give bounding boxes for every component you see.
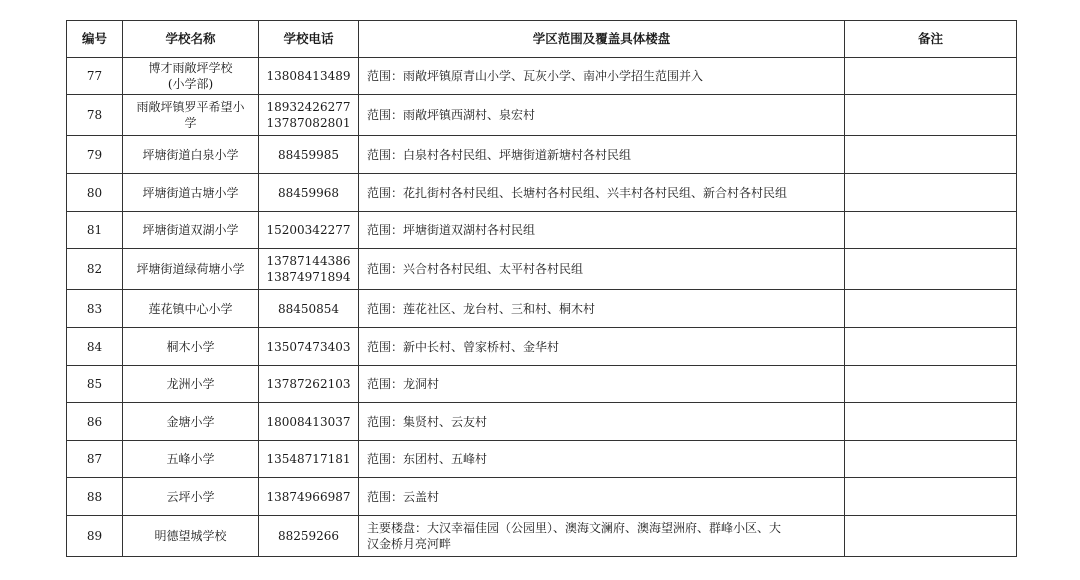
cell-school-name	[123, 95, 259, 136]
cell-school-name	[123, 58, 259, 95]
header-remark: 备注	[845, 21, 1017, 58]
cell-school-name-text: 博才雨敞坪学校	[148, 61, 233, 75]
cell-remark	[845, 58, 1017, 95]
cell-school-name-text: 五峰小学	[166, 452, 215, 466]
table-row	[67, 212, 1017, 249]
cell-school-name	[123, 366, 259, 403]
cell-school-name-text: 金塘小学	[166, 414, 215, 429]
cell-scope-text: 范围：东团村、五峰村	[367, 452, 488, 466]
cell-school-name	[123, 478, 259, 516]
cell-no	[67, 403, 123, 441]
cell-school-name-text: 坪塘街道绿荷塘小学	[136, 262, 245, 276]
cell-scope	[359, 516, 845, 557]
cell-remark	[845, 403, 1017, 441]
cell-remark	[845, 516, 1017, 557]
cell-school-name-text: 学	[184, 116, 197, 130]
cell-phone-text: 13874971894	[266, 270, 351, 284]
cell-scope-text: 范围：花扎街村各村民组、长塘村各村民组、兴丰村各村民组、新合村各村民组	[367, 185, 788, 200]
cell-no	[67, 516, 123, 557]
cell-school-name	[123, 249, 259, 290]
cell-phone-text: 88459968	[277, 185, 340, 200]
cell-no-text: 86	[86, 414, 103, 429]
cell-phone-text: 13787262103	[266, 377, 351, 391]
cell-no	[67, 478, 123, 516]
cell-scope-text: 范围：白泉村各村民组、坪塘街道新塘村各村民组	[367, 147, 632, 162]
table-row	[67, 366, 1017, 403]
cell-school-name	[123, 328, 259, 366]
table-row	[67, 290, 1017, 328]
table-body	[67, 58, 1017, 557]
cell-scope	[359, 403, 845, 441]
cell-phone-text: 13808413489	[266, 69, 351, 83]
cell-scope	[359, 174, 845, 212]
cell-remark	[845, 174, 1017, 212]
cell-no-text: 85	[86, 377, 103, 391]
cell-no	[67, 136, 123, 174]
cell-phone	[259, 403, 359, 441]
cell-school-name-text: 明德望城学校	[154, 529, 227, 543]
cell-no	[67, 58, 123, 95]
cell-no	[67, 95, 123, 136]
cell-no	[67, 366, 123, 403]
cell-phone-text: 88259266	[277, 529, 340, 543]
cell-remark	[845, 328, 1017, 366]
cell-scope-text: 汉金桥月亮河畔	[367, 537, 452, 551]
cell-no	[67, 290, 123, 328]
cell-school-name	[123, 441, 259, 478]
cell-no	[67, 249, 123, 290]
cell-school-name	[123, 174, 259, 212]
cell-scope-text: 主要楼盘：大汉幸福佳园（公园里）、澳海文澜府、澳海望洲府、群峰小区、大	[367, 521, 782, 535]
header-school-name: 学校名称	[123, 21, 259, 58]
cell-no-text: 88	[86, 489, 103, 504]
cell-no-text: 78	[86, 108, 103, 122]
cell-no-text: 83	[86, 301, 103, 316]
table-row	[67, 478, 1017, 516]
cell-school-name-text: 莲花镇中心小学	[148, 301, 233, 316]
header-scope: 学区范围及覆盖具体楼盘	[359, 21, 845, 58]
cell-remark	[845, 212, 1017, 249]
cell-school-name-text: 坪塘街道双湖小学	[142, 223, 239, 237]
cell-scope-text: 范围：雨敞坪镇原青山小学、瓦灰小学、南冲小学招生范围并入	[367, 69, 704, 83]
cell-remark	[845, 366, 1017, 403]
table-row	[67, 95, 1017, 136]
cell-phone-text: 15200342277	[266, 223, 351, 237]
cell-scope	[359, 249, 845, 290]
table-row	[67, 58, 1017, 95]
cell-phone-text: 13787144386	[266, 254, 351, 268]
table-row	[67, 516, 1017, 557]
cell-scope-text: 范围：龙洞村	[367, 377, 440, 391]
cell-scope	[359, 328, 845, 366]
cell-remark	[845, 249, 1017, 290]
cell-no	[67, 212, 123, 249]
cell-remark	[845, 290, 1017, 328]
cell-school-name	[123, 403, 259, 441]
cell-school-name	[123, 212, 259, 249]
cell-school-name-text: (小学部)	[167, 77, 214, 91]
school-district-table	[66, 20, 1017, 557]
cell-scope	[359, 290, 845, 328]
table-row	[67, 328, 1017, 366]
cell-phone-text: 13507473403	[266, 339, 351, 354]
cell-no	[67, 441, 123, 478]
cell-phone-text: 13548717181	[266, 452, 351, 466]
cell-school-name-text: 雨敞坪镇罗平希望小	[136, 100, 245, 114]
cell-scope-text: 范围：云盖村	[367, 489, 440, 504]
cell-phone-text: 88450854	[277, 301, 340, 316]
cell-school-name	[123, 290, 259, 328]
cell-school-name-text: 龙洲小学	[166, 377, 215, 391]
cell-scope	[359, 58, 845, 95]
cell-no-text: 80	[86, 185, 103, 200]
cell-no-text: 81	[86, 223, 103, 237]
cell-scope	[359, 478, 845, 516]
cell-phone	[259, 249, 359, 290]
cell-phone-text: 13787082801	[266, 116, 351, 130]
cell-school-name	[123, 516, 259, 557]
table-row	[67, 249, 1017, 290]
header-phone: 学校电话	[259, 21, 359, 58]
cell-phone	[259, 366, 359, 403]
cell-no-text: 89	[86, 529, 103, 543]
table-row	[67, 136, 1017, 174]
cell-scope	[359, 441, 845, 478]
table-header-row	[67, 21, 1017, 58]
cell-remark	[845, 136, 1017, 174]
cell-phone	[259, 136, 359, 174]
cell-scope	[359, 95, 845, 136]
header-no: 编号	[67, 21, 123, 58]
table-row	[67, 441, 1017, 478]
cell-phone-text: 13874966987	[266, 489, 351, 504]
table-row	[67, 403, 1017, 441]
cell-phone	[259, 212, 359, 249]
cell-no-text: 82	[86, 262, 103, 276]
cell-phone	[259, 290, 359, 328]
cell-school-name-text: 坪塘街道古塘小学	[142, 185, 239, 200]
cell-no-text: 87	[86, 452, 103, 466]
cell-phone-text: 18008413037	[266, 414, 351, 429]
cell-school-name-text: 桐木小学	[166, 339, 215, 354]
cell-no-text: 79	[86, 147, 103, 162]
cell-scope-text: 范围：集贤村、云友村	[367, 414, 488, 429]
cell-no-text: 77	[86, 69, 103, 83]
cell-school-name-text: 云坪小学	[166, 489, 215, 504]
cell-phone	[259, 516, 359, 557]
cell-scope-text: 范围：新中长村、曾家桥村、金华村	[367, 339, 560, 354]
cell-phone-text: 88459985	[277, 147, 340, 162]
cell-scope-text: 范围：雨敞坪镇西湖村、泉宏村	[367, 108, 536, 122]
cell-remark	[845, 441, 1017, 478]
table-row	[67, 174, 1017, 212]
cell-no	[67, 174, 123, 212]
cell-remark	[845, 478, 1017, 516]
cell-scope-text: 范围：兴合村各村民组、太平村各村民组	[367, 262, 584, 276]
cell-phone	[259, 95, 359, 136]
cell-scope	[359, 366, 845, 403]
cell-phone	[259, 478, 359, 516]
cell-phone	[259, 441, 359, 478]
cell-school-name-text: 坪塘街道白泉小学	[142, 147, 239, 162]
cell-phone-text: 18932426277	[266, 100, 351, 114]
cell-phone	[259, 58, 359, 95]
cell-remark	[845, 95, 1017, 136]
cell-phone	[259, 174, 359, 212]
cell-scope-text: 范围：莲花社区、龙台村、三和村、桐木村	[367, 301, 596, 316]
cell-no-text: 84	[86, 339, 103, 354]
cell-scope	[359, 136, 845, 174]
cell-no	[67, 328, 123, 366]
cell-school-name	[123, 136, 259, 174]
cell-scope	[359, 212, 845, 249]
cell-scope-text: 范围：坪塘街道双湖村各村民组	[367, 223, 536, 237]
cell-phone	[259, 328, 359, 366]
